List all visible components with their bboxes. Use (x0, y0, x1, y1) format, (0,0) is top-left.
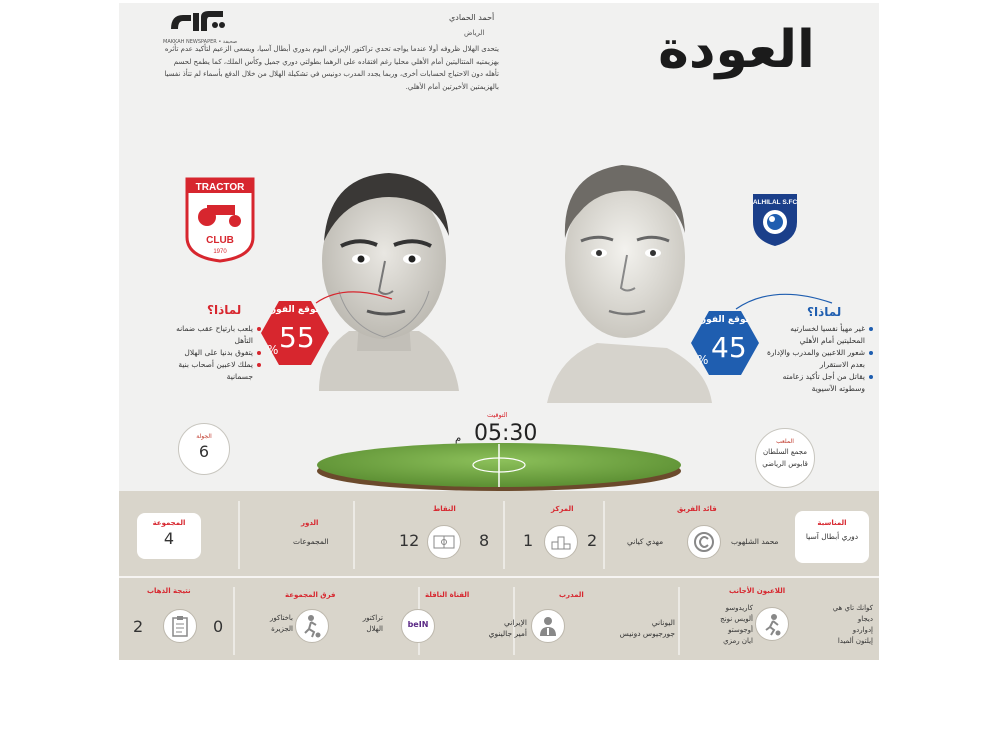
captain-label: قائد الفريق (677, 505, 717, 513)
podium-icon (544, 525, 578, 559)
kick-icon (295, 609, 329, 643)
group-teams-col1 (339, 613, 383, 635)
hilal-win-badge (689, 309, 761, 377)
list-item: تراكتور (362, 614, 383, 622)
tractor-club-logo (183, 177, 257, 263)
list-item: ديجاو (857, 615, 873, 623)
coach-hilal (605, 617, 675, 639)
position-hilal: 2 (587, 531, 598, 550)
list-item: إيلتون ألميدا (837, 637, 873, 645)
coach-tractor (469, 617, 527, 639)
coach-tractor-nationality: الإيراني (503, 618, 527, 627)
venue-info (755, 428, 815, 488)
venue-line1: مجمع السلطان (763, 448, 807, 456)
dateline: الرياض (464, 29, 485, 37)
tractor-logo-year: 1970 (213, 249, 227, 255)
tractor-why-title: لماذا؟ (207, 303, 242, 317)
hilal-why-title: لماذا؟ (807, 305, 842, 319)
group-teams-col2 (243, 613, 293, 635)
list-item: إدواردو (852, 626, 873, 634)
first-leg-hilal: 0 (213, 617, 224, 636)
first-leg-tractor: 2 (133, 617, 144, 636)
list-item: أوجوستو (728, 626, 753, 634)
list-item: الجزيرة (271, 625, 293, 633)
list-item: ألويس نونج (720, 615, 753, 623)
tractor-logo-top: TRACTOR (195, 182, 245, 193)
first-leg-label: نتيجة الذهاب (147, 587, 191, 595)
group-value: 4 (163, 529, 175, 548)
tractor-win-pct: % (267, 343, 279, 357)
group-teams-label: فرق المجموعة (285, 591, 336, 599)
copyright-icon (687, 525, 721, 559)
list-item: يتفوق بدنيا على الهلال (169, 347, 261, 359)
position-label: المركز (551, 505, 574, 513)
competition-label: المناسبة (817, 519, 847, 527)
infographic-sheet (119, 3, 879, 660)
hilal-win-pct: % (697, 353, 709, 367)
competition-card (795, 511, 869, 563)
newspaper-logo (165, 7, 229, 35)
stage-value: المجموعات (293, 537, 329, 546)
list-item: الهلال (366, 625, 383, 633)
tractor-foreign-list (693, 603, 753, 647)
hilal-logo-text: ALHILAL S.FC (752, 199, 798, 206)
captain-tractor: مهدي كياني (627, 537, 664, 546)
kickoff-suffix: م (455, 433, 462, 444)
coach-hilal-nationality: اليوناني (651, 618, 675, 627)
tractor-win-value: 55 (279, 321, 315, 354)
round-info (178, 423, 230, 475)
group-card (137, 513, 201, 559)
hilal-reasons-list (767, 323, 873, 395)
venue-line2: قابوس الرياضي (762, 460, 808, 468)
round-label: الجولة (196, 433, 212, 440)
points-tractor: 12 (399, 531, 420, 550)
coach-label: المدرب (559, 591, 584, 599)
position-tractor: 1 (523, 531, 534, 550)
foreign-players-label: اللاعبون الأجانب (729, 587, 786, 595)
channel-label: القناة الناقلة (425, 591, 470, 599)
competition-value: دوري أبطال آسيا (805, 532, 859, 541)
intro-paragraph: يتحدى الهلال ظروفه أولا عندما يواجه تحدي تراكتور الإيراني اليوم بدوري أبطال آسيا، ويسعى الزعيم لتأكيد عدم تأثره بهزيمتيه المتتاليتين أمام الأهلي محليا رغم افتقاده على الرهما بطولتي دوري جميل وكأس الملك، كما يطمح لحسم تأهله دون الاحتياج لحسابات أخرى، وربما يجدد المدرب دونيس في تشكيلة الهلال من خلال الدفع بأسماء لم تتأذ نفسيا بالهزيمتين الأخيرتين أمام الأهلي. (164, 45, 499, 91)
hilal-win-value: 45 (711, 331, 747, 364)
stage-label: الدور (301, 519, 319, 527)
list-item: غير مهيأ نفسيا لخسارتيه المحليتين أمام الأهلي (767, 323, 873, 347)
page-title: العودة (658, 20, 815, 80)
tractor-win-label: توقع الفوز (271, 305, 319, 315)
author-name: أحمد الحمادي (449, 13, 495, 22)
tractor-logo-bottom: CLUB (206, 235, 234, 246)
hilal-foreign-list (809, 603, 873, 647)
kickoff-label: التوقيت (487, 411, 508, 419)
list-item: كاريدوسو (725, 604, 753, 612)
tractor-win-badge (259, 299, 331, 367)
list-item: يلعب بارتياح عقب ضمانه التأهل (169, 323, 261, 347)
list-item: يملك لاعبين أصحاب بنية جسمانية (169, 359, 261, 383)
venue-label: الملعب (776, 438, 794, 445)
list-item: باختاكور (270, 614, 293, 622)
list-item: ايان رمزي (723, 637, 753, 645)
round-value: 6 (198, 442, 210, 461)
list-item: شعور اللاعبين والمدرب والإدارة بعدم الاستقرار (767, 347, 873, 371)
points-hilal: 8 (479, 531, 490, 550)
logo-subtitle: MAKKAH NEWSPAPER • صحيفة (163, 39, 238, 45)
kickoff-time: 05:30 (474, 421, 538, 446)
hilal-club-logo (745, 188, 805, 248)
channel-value: beIN (407, 620, 429, 629)
tractor-connector-line (314, 289, 394, 309)
clipboard-icon (163, 609, 197, 643)
points-label: النقاط (433, 505, 456, 513)
tractor-reasons-list (169, 323, 261, 383)
bein-logo (401, 609, 435, 643)
list-item: كوانك تاي هي (832, 604, 873, 612)
pitch-icon (427, 525, 461, 559)
list-item: يقاتل من أجل تأكيد زعامته وسطوته الآسيوية (767, 371, 873, 395)
captain-hilal: محمد الشلهوب (731, 537, 779, 546)
coach-icon (531, 609, 565, 643)
match-facts-panel (119, 491, 879, 660)
player-icon (755, 607, 789, 641)
hilal-win-label: توقع الفوز (701, 315, 749, 325)
group-label: المجموعة (152, 519, 186, 527)
coach-hilal-name: جورجيوس دونيس (619, 629, 675, 638)
coach-tractor-name: أمير جالينوي (488, 629, 527, 638)
